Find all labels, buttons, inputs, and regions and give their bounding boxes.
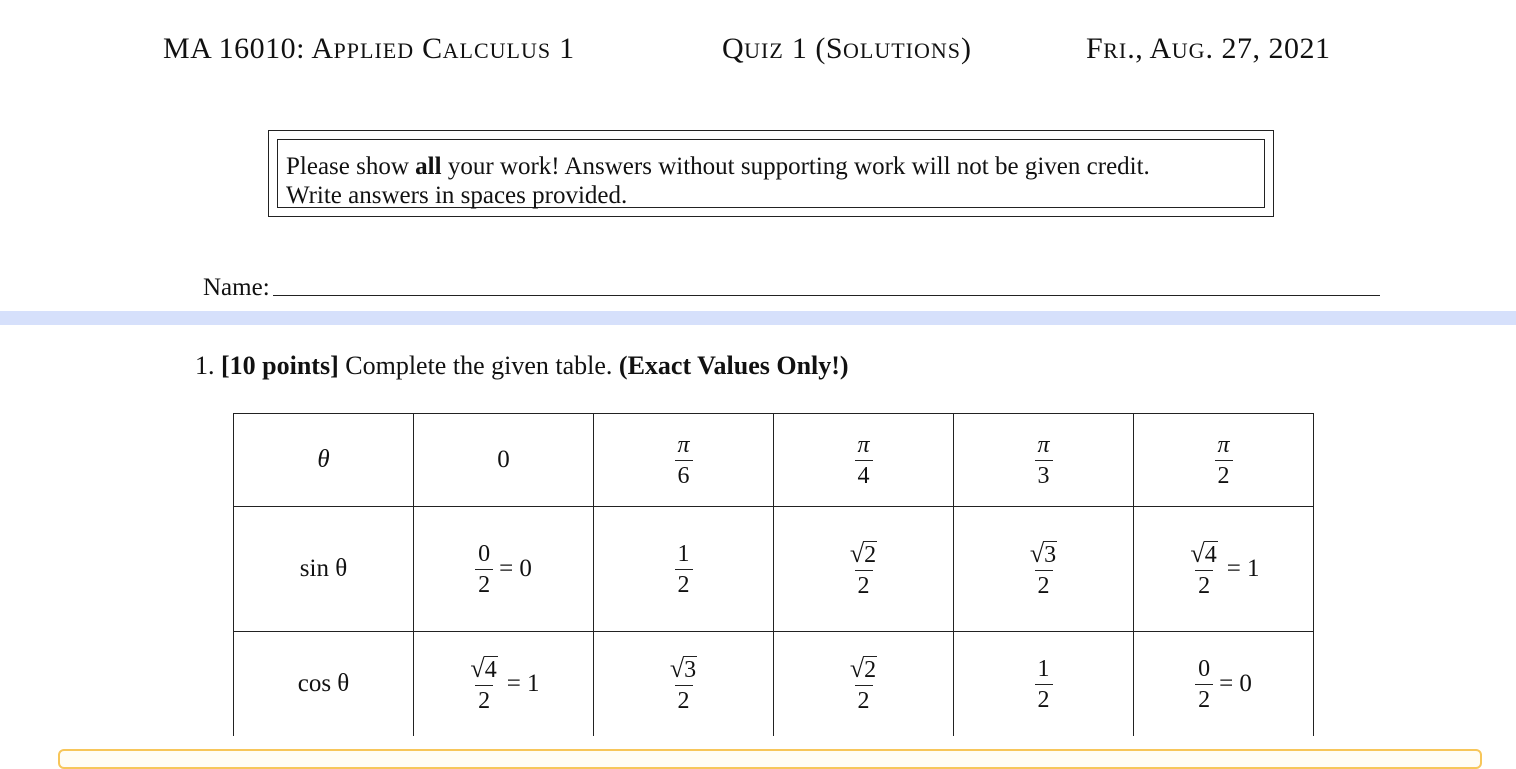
name-label: Name: [203, 274, 270, 301]
theta-symbol: θ [317, 446, 330, 473]
cos-pi-3 [954, 632, 1134, 737]
header-pi-2 [1134, 414, 1314, 507]
date-smallcaps: UG [1171, 38, 1206, 63]
sqrt-numerator [847, 653, 880, 685]
numerator: 0 [478, 540, 491, 567]
fraction [675, 542, 693, 597]
sin-pi-6 [594, 507, 774, 632]
table-row-cos [234, 632, 1314, 737]
denominator: 2 [855, 570, 873, 598]
radical-sign: √ [669, 653, 685, 683]
radicand: 3 [684, 656, 697, 683]
radical-sign: √ [1190, 538, 1205, 568]
course-code: MA 16010: [163, 32, 312, 65]
denominator: 3 [1035, 460, 1053, 488]
course-letter: A [311, 32, 334, 65]
course-title [163, 32, 575, 66]
sqrt-numerator [667, 653, 700, 685]
date-rest: . 27, 2021 [1205, 32, 1331, 65]
denominator: 2 [1195, 684, 1213, 712]
instr-bold: all [415, 153, 442, 180]
quiz-number: 1 ( [783, 32, 826, 65]
page-divider [0, 311, 1516, 325]
fraction [1195, 657, 1213, 712]
radical-sign: √ [849, 538, 865, 568]
quiz-smallcaps: UIZ [744, 38, 784, 63]
radicand: 2 [864, 541, 877, 568]
radical-sign: √ [470, 653, 485, 683]
cos-0 [414, 632, 594, 737]
numerator: π [857, 431, 870, 458]
denominator: 2 [675, 685, 693, 713]
numerator: 0 [1198, 655, 1211, 682]
problem-statement [195, 351, 849, 381]
quiz-title [722, 32, 972, 66]
instructions-inner [277, 139, 1265, 208]
fraction [467, 653, 500, 714]
header-0 [414, 414, 594, 507]
denominator: 2 [1035, 570, 1053, 598]
denominator: 4 [855, 460, 873, 488]
date-smallcaps: RI [1103, 38, 1128, 63]
fraction [1027, 538, 1060, 599]
denominator: 2 [1215, 460, 1233, 488]
fraction [1187, 538, 1220, 599]
radicand: 4 [484, 656, 497, 683]
radical-sign: √ [1029, 538, 1045, 568]
denominator: 2 [475, 569, 493, 597]
header-pi-3 [954, 414, 1134, 507]
fraction [475, 542, 493, 597]
cos-text: cos θ [297, 670, 350, 697]
date-sep: ., [1127, 32, 1150, 65]
course-smallcaps: PPLIED [333, 38, 415, 63]
sin-pi-3 [954, 507, 1134, 632]
fraction [674, 433, 692, 488]
fraction [847, 538, 880, 599]
problem-note: (Exact Values Only!) [618, 351, 849, 380]
cos-pi-2 [1134, 632, 1314, 737]
sqrt-numerator [847, 538, 880, 570]
name-input-line[interactable] [273, 295, 1380, 296]
denominator: 2 [855, 685, 873, 713]
cos-label [234, 632, 414, 737]
numerator: π [1037, 431, 1050, 458]
header-theta [234, 414, 414, 507]
radicand: 4 [1204, 541, 1217, 568]
instructions-line-2: Write answers in spaces provided. [286, 182, 628, 209]
sin-0 [414, 507, 594, 632]
cos-pi-4 [774, 632, 954, 737]
numerator: π [1217, 431, 1230, 458]
sin-pi-2 [1134, 507, 1314, 632]
callout-panel [58, 749, 1482, 769]
equals-value: = 1 [506, 670, 540, 697]
denominator: 2 [1195, 570, 1213, 598]
header-pi-6 [594, 414, 774, 507]
course-number: 1 [551, 32, 575, 65]
sqrt-numerator [1027, 538, 1060, 570]
problem-number: 1. [195, 351, 221, 380]
radical-sign: √ [849, 653, 865, 683]
sqrt-numerator [1187, 538, 1220, 570]
quiz-smallcaps: OLUTIONS [843, 38, 962, 63]
fraction [847, 653, 880, 714]
problem-text: Complete the given table. [338, 351, 619, 380]
denominator: 2 [475, 685, 493, 713]
instructions-box [268, 130, 1274, 217]
instr-text: your work! Answers without supporting work will not be given credit. [441, 153, 1150, 180]
fraction [1035, 657, 1053, 712]
denominator: 6 [675, 460, 693, 488]
numerator: π [677, 431, 690, 458]
quiz-letter: Q [722, 32, 745, 65]
angle-zero: 0 [497, 446, 510, 473]
sin-text: sin θ [299, 555, 348, 582]
radicand: 2 [864, 656, 877, 683]
denominator: 2 [1035, 684, 1053, 712]
sin-label [234, 507, 414, 632]
sin-pi-4 [774, 507, 954, 632]
equals-value: = 0 [1219, 670, 1252, 697]
fraction [1034, 433, 1052, 488]
course-smallcaps: ALCULUS [442, 38, 552, 63]
instr-text: Please show [286, 153, 416, 180]
table-row-theta [234, 414, 1314, 507]
cos-pi-6 [594, 632, 774, 737]
fraction [1214, 433, 1232, 488]
quiz-date [1086, 32, 1331, 66]
equals-value: = 1 [1226, 555, 1260, 582]
numerator: 1 [1037, 655, 1050, 682]
header-pi-4 [774, 414, 954, 507]
quiz-letter: S [825, 32, 844, 65]
equals-value: = 0 [499, 555, 532, 582]
instructions-line-1 [286, 152, 1256, 181]
course-letter: C [422, 32, 443, 65]
quiz-paren: ) [961, 32, 972, 65]
fraction [667, 653, 700, 714]
numerator: 1 [677, 540, 690, 567]
radicand: 3 [1044, 541, 1057, 568]
table-row-sin [234, 507, 1314, 632]
fraction [854, 433, 872, 488]
date-letter: A [1149, 32, 1172, 65]
trig-table [233, 413, 1314, 736]
denominator: 2 [675, 569, 693, 597]
problem-points: [10 points] [221, 351, 339, 380]
sqrt-numerator [467, 653, 500, 685]
date-letter: F [1086, 32, 1104, 65]
